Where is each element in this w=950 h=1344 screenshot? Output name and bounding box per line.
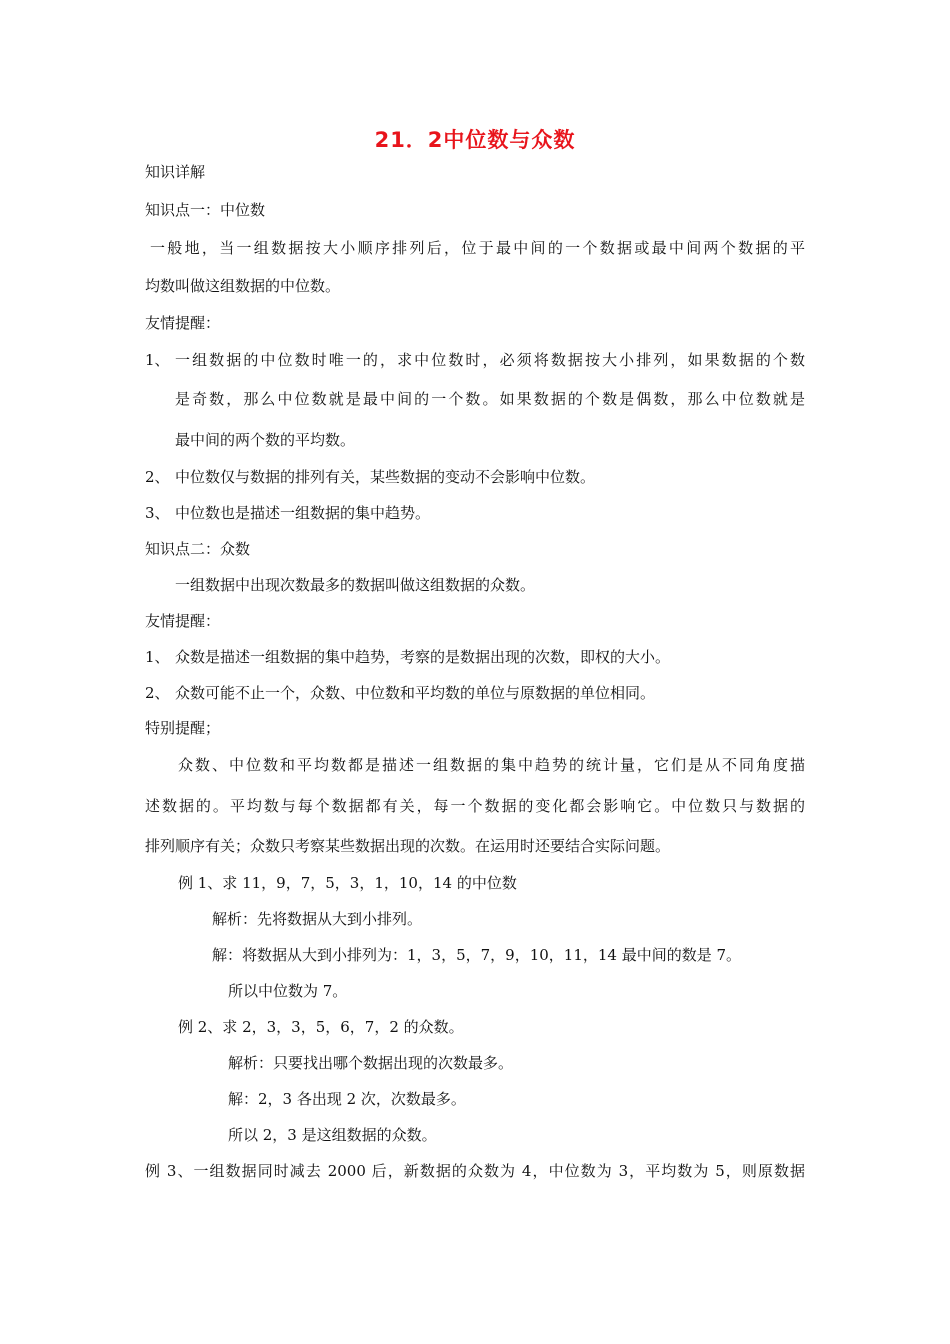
tip-number: 1、	[145, 648, 170, 666]
special-line: 众数、中位数和平均数都是描述一组数据的集中趋势的统计量，它们是从不同角度描	[178, 756, 805, 774]
special-heading: 特别提醒；	[145, 719, 221, 737]
special-line: 排列顺序有关；众数只考察某些数据出现的次数。在运用时还要结合实际问题。	[145, 837, 671, 855]
point1-definition-line2: 均数叫做这组数据的中位数。	[145, 277, 341, 295]
tip-text: 中位数仅与数据的排列有关，某些数据的变动不会影响中位数。	[175, 468, 596, 486]
tip-text: 中位数也是描述一组数据的集中趋势。	[175, 504, 431, 522]
example3-question: 例 3、一组数据同时减去 2000 后，新数据的众数为 4，中位数为 3，平均数为 5，则原数据	[145, 1162, 805, 1180]
example2-question: 例 2、求 2，3，3，5，6，7，2 的众数。	[178, 1018, 464, 1036]
point2-tips-heading: 友情提醒：	[145, 612, 221, 630]
tip-text: 一组数据的中位数时唯一的，求中位数时，必须将数据按大小排列，如果数据的个数	[175, 351, 805, 369]
tip-number: 1、	[145, 351, 170, 369]
point2-definition: 一组数据中出现次数最多的数据叫做这组数据的众数。	[175, 576, 536, 594]
section-heading: 知识详解	[145, 163, 206, 181]
example1-solution: 解：将数据从大到小排列为：1，3，5，7，9，10，11，14 最中间的数是 7。	[212, 946, 742, 964]
tip-number: 3、	[145, 504, 170, 522]
example2-analysis: 解析：只要找出哪个数据出现的次数最多。	[228, 1054, 514, 1072]
tip-text: 最中间的两个数的平均数。	[175, 431, 356, 449]
example1-question: 例 1、求 11，9，7，5，3，1，10，14 的中位数	[178, 874, 517, 892]
tip-number: 2、	[145, 684, 170, 702]
tip-text: 众数可能不止一个，众数、中位数和平均数的单位与原数据的单位相同。	[175, 684, 656, 702]
point1-tips-heading: 友情提醒：	[145, 314, 221, 332]
example2-conclusion: 所以 2，3 是这组数据的众数。	[228, 1126, 437, 1144]
point1-heading: 知识点一：中位数	[145, 201, 266, 219]
page-title: 21．2中位数与众数	[374, 128, 576, 152]
point2-heading: 知识点二：众数	[145, 540, 251, 558]
tip-text: 是奇数，那么中位数就是最中间的一个数。如果数据的个数是偶数，那么中位数就是	[175, 390, 805, 408]
example2-solution: 解：2，3 各出现 2 次，次数最多。	[228, 1090, 466, 1108]
tip-text: 众数是描述一组数据的集中趋势，考察的是数据出现的次数，即权的大小。	[175, 648, 671, 666]
tip-number: 2、	[145, 468, 170, 486]
special-line: 述数据的。平均数与每个数据都有关，每一个数据的变化都会影响它。中位数只与数据的	[145, 797, 805, 815]
example1-analysis: 解析：先将数据从大到小排列。	[212, 910, 423, 928]
point1-definition-line1: 一般地，当一组数据按大小顺序排列后，位于最中间的一个数据或最中间两个数据的平	[150, 239, 805, 257]
example1-conclusion: 所以中位数为 7。	[228, 982, 348, 1000]
